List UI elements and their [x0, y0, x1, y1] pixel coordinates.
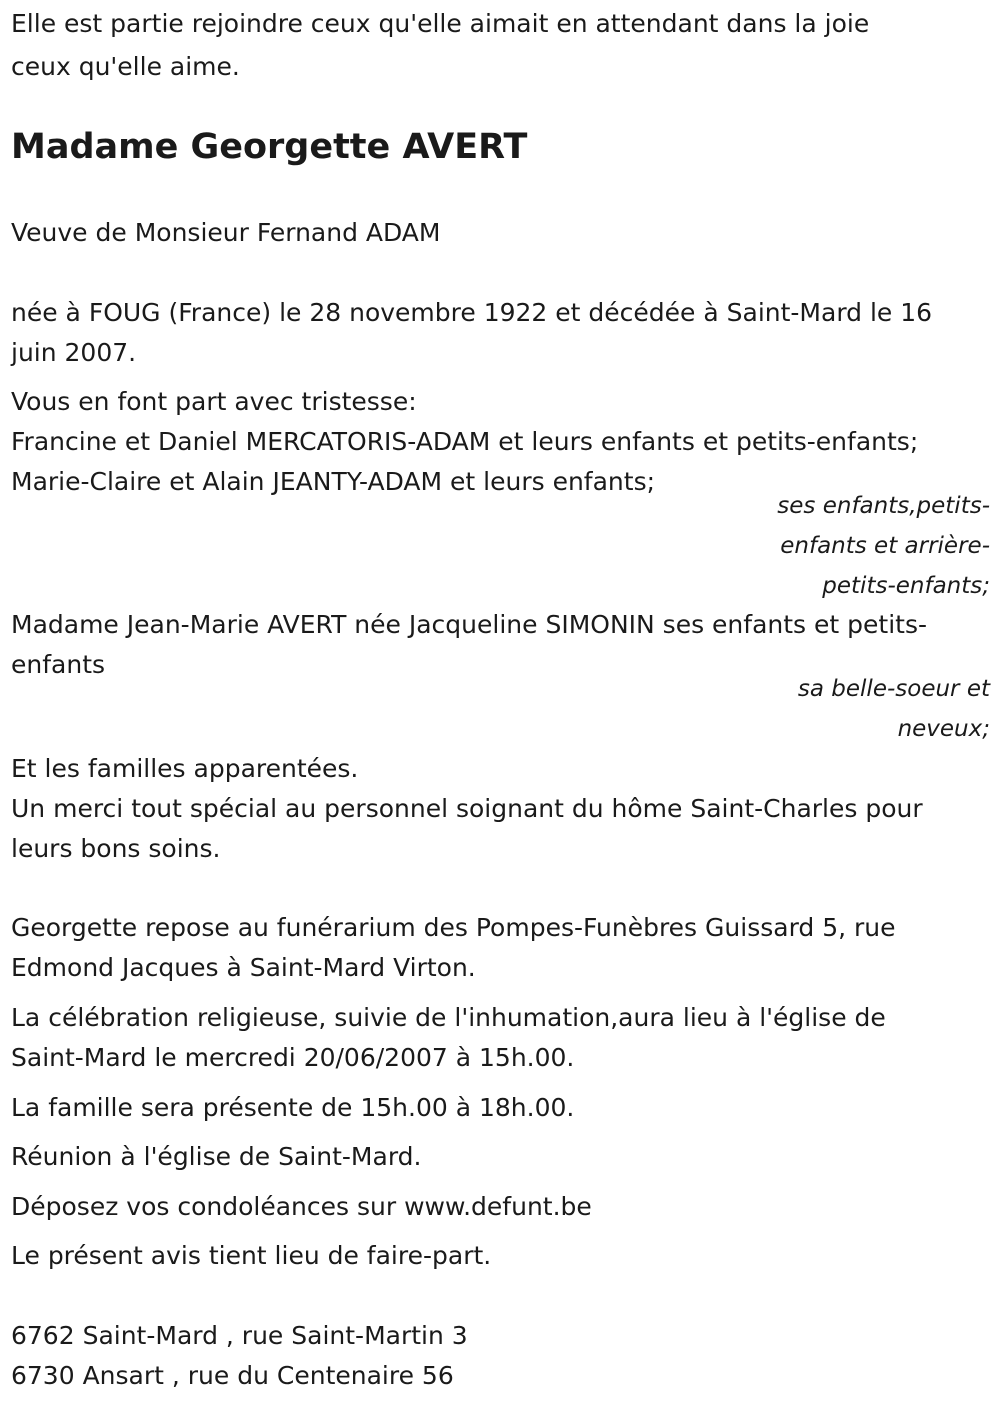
relation-1-line-1: ses enfants,petits- — [777, 493, 990, 519]
family-line-2: Marie-Claire et Alain JEANTY-ADAM et leurs enfants; — [11, 467, 656, 496]
intro-line-1: Elle est partie rejoindre ceux qu'elle aimait en attendant dans la joie — [11, 9, 870, 38]
deceased-name: Madame Georgette AVERT — [11, 127, 528, 167]
family-line-3a: Madame Jean-Marie AVERT née Jacqueline SIMONIN ses enfants et petits- — [11, 610, 927, 639]
family-line-3b: enfants — [11, 650, 106, 679]
address-2: 6730 Ansart , rue du Centenaire 56 — [11, 1361, 454, 1390]
widow-of: Veuve de Monsieur Fernand ADAM — [11, 218, 441, 247]
ceremony-line-2: Saint-Mard le mercredi 20/06/2007 à 15h.00. — [11, 1043, 575, 1072]
family-line-1: Francine et Daniel MERCATORIS-ADAM et leurs enfants et petits-enfants; — [11, 427, 919, 456]
condolences-note: Déposez vos condoléances sur www.defunt.be — [11, 1192, 592, 1221]
address-1: 6762 Saint-Mard , rue Saint-Martin 3 — [11, 1321, 468, 1350]
birth-death-line-2: juin 2007. — [11, 338, 137, 367]
thanks-line-1: Un merci tout spécial au personnel soignant du hôme Saint-Charles pour — [11, 794, 923, 823]
ceremony-line-1: La célébration religieuse, suivie de l'inhumation,aura lieu à l'église de — [11, 1003, 886, 1032]
relation-2-line-2: neveux; — [897, 716, 990, 742]
birth-death-line-1: née à FOUG (France) le 28 novembre 1922 et décédée à Saint-Mard le 16 — [11, 298, 933, 327]
intro-line-2: ceux qu'elle aime. — [11, 52, 240, 81]
announcers-intro: Vous en font part avec tristesse: — [11, 387, 417, 416]
relation-1-line-2: enfants et arrière- — [780, 533, 990, 559]
relation-1-line-3: petits-enfants; — [822, 573, 990, 599]
thanks-line-2: leurs bons soins. — [11, 834, 221, 863]
related-families: Et les familles apparentées. — [11, 754, 359, 783]
family-presence: La famille sera présente de 15h.00 à 18h.00. — [11, 1093, 575, 1122]
relation-2-line-1: sa belle-soeur et — [797, 676, 990, 702]
notice-line: Le présent avis tient lieu de faire-part. — [11, 1241, 492, 1270]
funeral-home-line-2: Edmond Jacques à Saint-Mard Virton. — [11, 953, 476, 982]
meeting-location: Réunion à l'église de Saint-Mard. — [11, 1142, 422, 1171]
funeral-home-line-1: Georgette repose au funérarium des Pompes-Funèbres Guissard 5, rue — [11, 913, 896, 942]
